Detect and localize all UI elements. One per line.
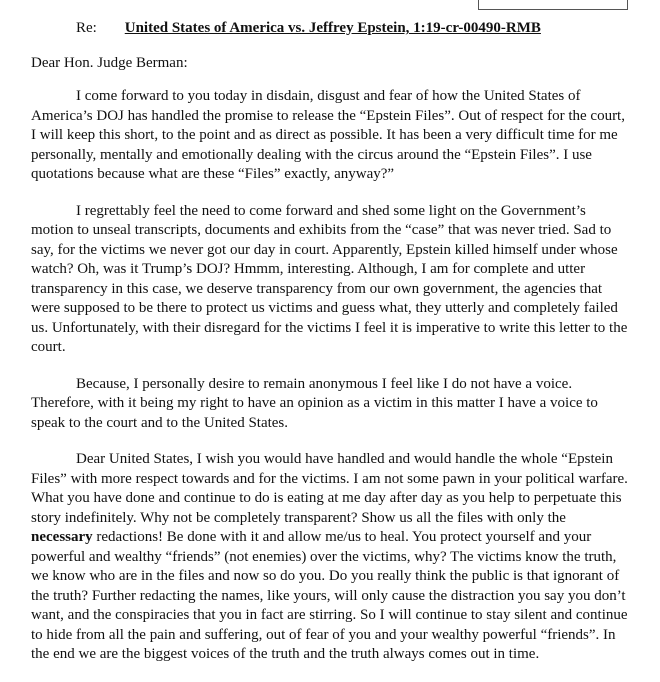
letter-paragraph-3: Because, I personally desire to remain anonymous I feel like I do not have a voice. Therefore, with it being my right to have an opinion as a victim in this matter I have a voice to speak to the court and to the United States. bbox=[31, 375, 598, 431]
re-line bbox=[76, 18, 541, 38]
letter-paragraph-2: I regrettably feel the need to come forward and shed some light on the Government’s motion to unseal transcripts, documents and exhibits from the “case” that was never tried. Sad to say, for the victims we never got our day in court. Apparently, Epstein killed himself under whose watch? Oh, was it Trump’s DOJ? Hmmm, interesting. Although, I am for complete and utter transparency in this case, we deserve transparency from our own government, the agencies that were supposed to be there to protect us victims and guess what, they utterly and completely failed us. Unfortunately, with their disregard for the victims I feel it is imperative to write this letter to the court. bbox=[31, 202, 628, 355]
paragraph-4-text-end: redactions! Be done with it and allow me/us to heal. You protect yourself and your powerful and wealthy “friends” (not enemies) over the victims, why? The victims know the truth, we know who are in the files and now so do you. Do you really think the public is that ignorant of the truth? Further redacting the names, like yours, will only cause the distraction you say you don’t want, and the conspiracies that you in fact are stirring. So I will continue to stay silent and continue to hide from all the pain and suffering, out of fear of you and your wealthy powerful “friends”. In the end we are the biggest voices of the truth and the truth always comes out in time. bbox=[31, 529, 628, 662]
judge-endorsement-stamp bbox=[478, 0, 628, 10]
letter-paragraph-1: I come forward to you today in disdain, disgust and fear of how the United States of America’s DOJ has handled the promise to release the “Epstein Files”. Out of respect for the court, I will keep this short, to the point and as direct as possible. It has been a very difficult time for me personally, mentally and emotionally dealing with the circus around the “Epstein Files”. I use quotations because what are these “Files” exactly, anyway?” bbox=[31, 88, 625, 182]
letter-body bbox=[31, 87, 631, 682]
case-caption: United States of America vs. Jeffrey Epstein, 1:19-cr-00490-RMB bbox=[124, 20, 541, 36]
letter-paragraph-4 bbox=[31, 450, 631, 665]
re-label: Re: bbox=[76, 20, 97, 36]
emphasized-word: necessary bbox=[31, 529, 93, 545]
salutation: Dear Hon. Judge Berman: bbox=[31, 55, 188, 71]
paragraph-4-text-start: Dear United States, I wish you would have handled and would handle the whole “Epstein Files” with more respect towards and for the victims. I am not some pawn in your political warfare. What you have done and continue to do is eating at me day after day as you help to perpetuate this story indefinitely. Why not be completely transparent? Show us all the files with only the bbox=[31, 451, 628, 526]
